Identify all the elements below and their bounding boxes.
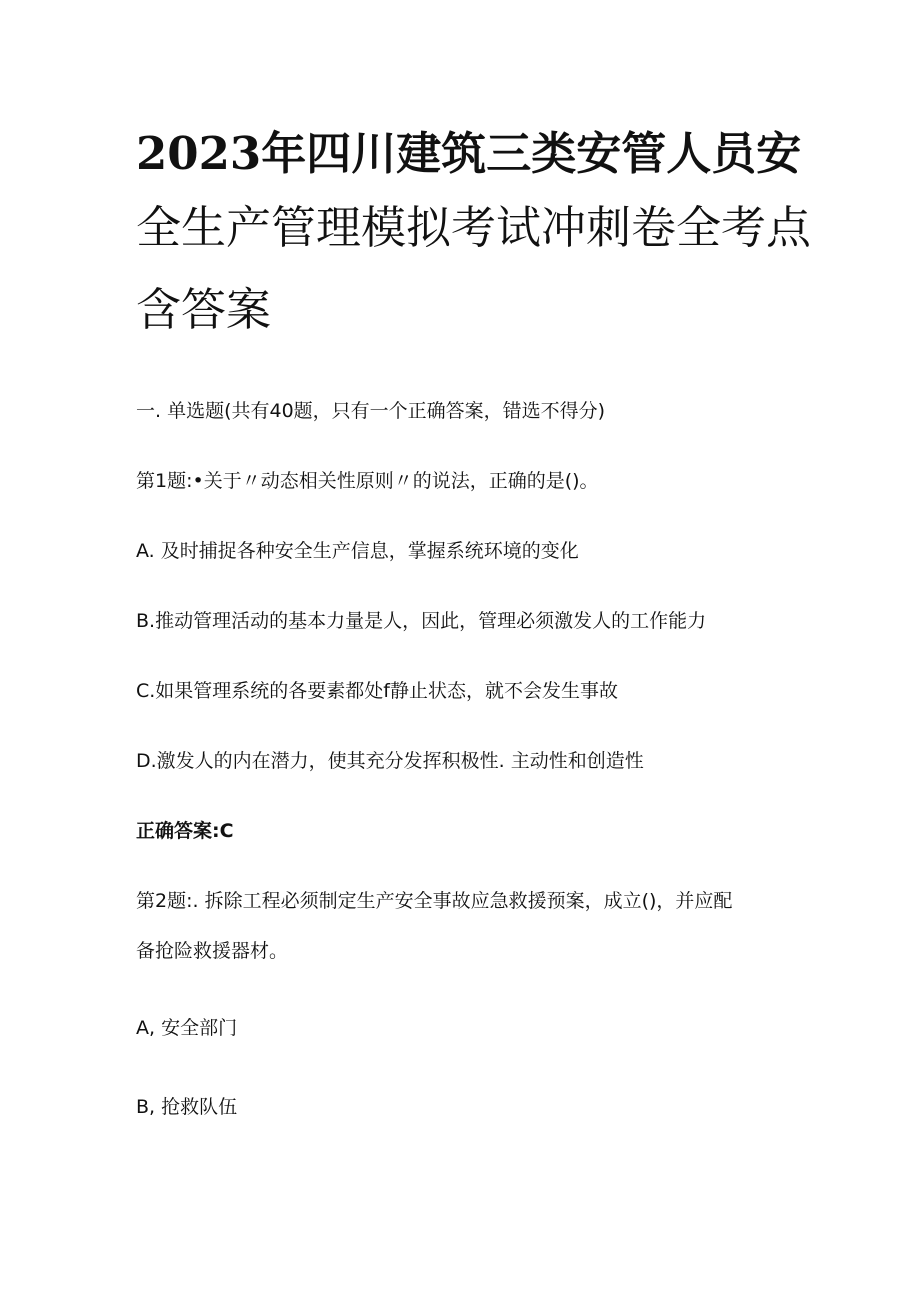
- document-title-line-2: 全生产管理模拟考试冲刺卷全考点: [136, 201, 812, 254]
- section-heading: 一. 单选题(共有40题，只有一个正确答案，错选不得分): [136, 400, 606, 422]
- question-2-stem-line-1: 第2题:. 拆除工程必须制定生产安全事故应急救援预案，成立()，并应配: [136, 890, 733, 912]
- document-title-line-1: 2023年四川建筑三类安管人员安: [136, 127, 802, 180]
- question-1-option-c: C.如果管理系统的各要素都处f静止状态，就不会发生事故: [136, 680, 618, 702]
- question-1-stem: 第1题:•关于〃动态相关性原则〃的说法，正确的是()。: [136, 470, 599, 492]
- question-2-option-a: A, 安全部门: [136, 1017, 238, 1039]
- question-1-option-a: A. 及时捕捉各种安全生产信息，掌握系统环境的变化: [136, 540, 579, 562]
- question-1-option-b: B.推动管理活动的基本力量是人，因此，管理必须激发人的工作能力: [136, 610, 707, 632]
- question-1-option-d: D.激发人的内在潜力，使其充分发挥积极性. 主动性和创造性: [136, 750, 644, 772]
- question-2-option-b: B, 抢救队伍: [136, 1096, 238, 1118]
- question-2-stem-line-2: 备抢险救援器材。: [136, 940, 289, 962]
- document-title-line-3: 含答案: [136, 283, 272, 336]
- question-1-answer: 正确答案:C: [136, 820, 234, 842]
